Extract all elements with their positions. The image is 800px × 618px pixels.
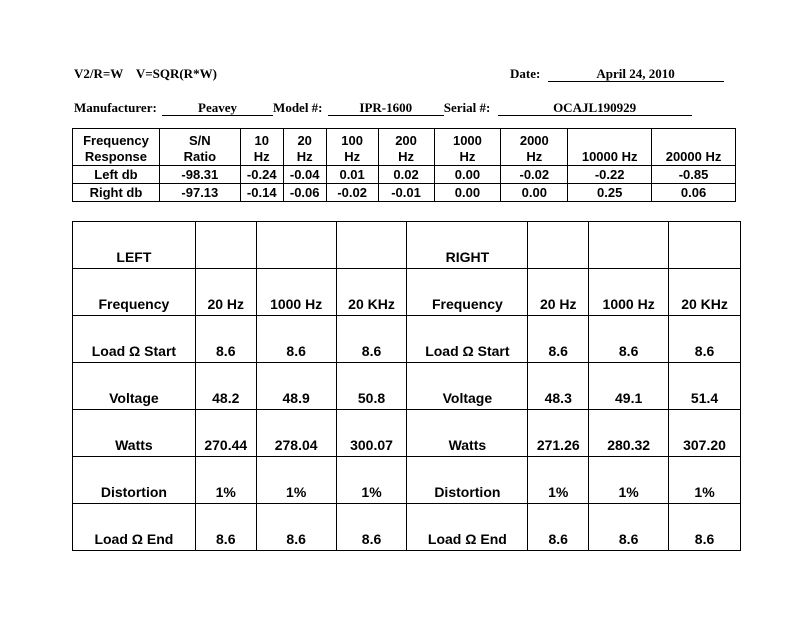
freq-value-cell: 0.00: [434, 166, 501, 184]
power-table-row: [73, 269, 741, 316]
freq-value-cell: -0.22: [568, 166, 652, 184]
power-table-row: [73, 363, 741, 410]
freq-value-cell: 0.06: [652, 184, 736, 202]
freq-data-row: [73, 166, 736, 184]
freq-header-text: [652, 133, 735, 149]
freq-value-cell: -0.85: [652, 166, 736, 184]
freq-header-text: 20: [297, 133, 312, 148]
power-row-label: Frequency: [73, 269, 196, 316]
freq-header-text: Hz: [296, 149, 313, 164]
freq-value-cell: -98.31: [159, 166, 240, 184]
power-value-cell: 8.6: [589, 504, 669, 551]
freq-header-cell: [378, 129, 434, 166]
power-value-cell: 8.6: [336, 316, 407, 363]
power-row-label: LEFT: [73, 222, 196, 269]
manufacturer-line: [74, 100, 692, 116]
power-row-label: Voltage: [407, 363, 528, 410]
freq-value-cell: -0.04: [283, 166, 326, 184]
power-value-cell: 270.44: [195, 410, 256, 457]
freq-value-cell: -0.06: [283, 184, 326, 202]
power-table-row: [73, 410, 741, 457]
power-value-cell: 1%: [589, 457, 669, 504]
freq-value-cell: -0.02: [326, 184, 378, 202]
freq-header-cell: [568, 129, 652, 166]
power-value-cell: 20 KHz: [336, 269, 407, 316]
power-value-cell: 1000 Hz: [589, 269, 669, 316]
power-value-cell: 20 Hz: [195, 269, 256, 316]
power-value-cell: 1000 Hz: [256, 269, 336, 316]
power-row-label: Load Ω End: [407, 504, 528, 551]
power-value-cell: 48.9: [256, 363, 336, 410]
power-value-cell: 8.6: [589, 316, 669, 363]
formula-text: [74, 66, 217, 82]
freq-header-text: 2000: [519, 133, 549, 148]
freq-header-text: Hz: [253, 149, 270, 164]
power-value-cell: 300.07: [336, 410, 407, 457]
power-row-label: Watts: [407, 410, 528, 457]
power-row-label: Load Ω Start: [407, 316, 528, 363]
freq-header-text: 200: [395, 133, 417, 148]
power-value-cell: 20 Hz: [528, 269, 589, 316]
serial-value: OCAJL190929: [498, 101, 692, 116]
power-table-row: [73, 457, 741, 504]
power-value-cell: [256, 222, 336, 269]
freq-header-cell: [240, 129, 283, 166]
power-row-label: Frequency: [407, 269, 528, 316]
power-value-cell: 8.6: [256, 316, 336, 363]
power-value-cell: [669, 222, 741, 269]
power-value-cell: 8.6: [195, 316, 256, 363]
power-row-label: Distortion: [73, 457, 196, 504]
freq-header-cell: [434, 129, 501, 166]
freq-row-label: Left db: [73, 166, 160, 184]
power-value-cell: 8.6: [669, 504, 741, 551]
freq-header-cell: [283, 129, 326, 166]
formulas: V2/R=W V=SQR(R*W): [74, 66, 217, 81]
power-value-cell: 1%: [528, 457, 589, 504]
power-row-label: Load Ω End: [73, 504, 196, 551]
date-value: April 24, 2010: [548, 67, 724, 82]
freq-header-cell: [159, 129, 240, 166]
freq-header-text: 10: [254, 133, 269, 148]
power-value-cell: [336, 222, 407, 269]
freq-header-text: Ratio: [183, 149, 217, 164]
freq-value-cell: 0.01: [326, 166, 378, 184]
freq-value-cell: 0.02: [378, 166, 434, 184]
power-row-label: Voltage: [73, 363, 196, 410]
freq-header-text: 1000: [452, 133, 482, 148]
manufacturer-value: Peavey: [162, 101, 273, 116]
freq-value-cell: 0.00: [434, 184, 501, 202]
power-value-cell: 20 KHz: [669, 269, 741, 316]
power-value-cell: 8.6: [336, 504, 407, 551]
power-value-cell: 1%: [669, 457, 741, 504]
freq-header-text: Response: [84, 149, 148, 164]
frequency-response-table: [72, 128, 736, 202]
power-value-cell: 48.2: [195, 363, 256, 410]
freq-value-cell: -0.24: [240, 166, 283, 184]
power-value-cell: 271.26: [528, 410, 589, 457]
freq-header-cell: [652, 129, 736, 166]
power-table-row: [73, 316, 741, 363]
power-value-cell: 50.8: [336, 363, 407, 410]
freq-value-cell: -0.01: [378, 184, 434, 202]
freq-header-row: [73, 129, 736, 166]
date-label: Date:: [510, 66, 541, 81]
serial-label: Serial #:: [443, 100, 491, 115]
power-value-cell: 278.04: [256, 410, 336, 457]
freq-value-cell: -0.14: [240, 184, 283, 202]
freq-header-text: Hz: [398, 149, 414, 164]
power-table-row: [73, 504, 741, 551]
date-field: [510, 66, 724, 82]
power-value-cell: 8.6: [256, 504, 336, 551]
freq-header-text: 10000 Hz: [581, 149, 638, 164]
freq-header-text: 100: [341, 133, 363, 148]
freq-value-cell: 0.00: [501, 184, 568, 202]
freq-header-cell: [326, 129, 378, 166]
power-row-label: Distortion: [407, 457, 528, 504]
freq-row-label: Right db: [73, 184, 160, 202]
power-value-cell: 1%: [195, 457, 256, 504]
freq-header-text: [568, 133, 651, 149]
freq-value-cell: -0.02: [501, 166, 568, 184]
power-value-cell: 1%: [256, 457, 336, 504]
power-value-cell: 8.6: [528, 316, 589, 363]
power-value-cell: 8.6: [669, 316, 741, 363]
freq-value-cell: 0.25: [568, 184, 652, 202]
manufacturer-label: Manufacturer:: [74, 100, 157, 115]
model-value: IPR-1600: [328, 101, 444, 116]
power-value-cell: [195, 222, 256, 269]
power-value-cell: [589, 222, 669, 269]
model-label: Model #:: [273, 100, 323, 115]
power-test-table: [72, 221, 741, 551]
power-value-cell: 8.6: [195, 504, 256, 551]
power-row-label: Watts: [73, 410, 196, 457]
freq-header-text: 20000 Hz: [665, 149, 722, 164]
freq-data-row: [73, 184, 736, 202]
freq-header-text: Hz: [344, 149, 361, 164]
freq-header-text: S/N: [189, 133, 211, 148]
freq-header-text: Hz: [526, 149, 543, 164]
power-row-label: RIGHT: [407, 222, 528, 269]
power-value-cell: [528, 222, 589, 269]
freq-header-cell: [73, 129, 160, 166]
freq-header-text: Frequency: [83, 133, 149, 148]
freq-header-cell: [501, 129, 568, 166]
power-table-row: [73, 222, 741, 269]
power-value-cell: 1%: [336, 457, 407, 504]
power-value-cell: 8.6: [528, 504, 589, 551]
power-value-cell: 280.32: [589, 410, 669, 457]
freq-value-cell: -97.13: [159, 184, 240, 202]
power-value-cell: 48.3: [528, 363, 589, 410]
power-row-label: Load Ω Start: [73, 316, 196, 363]
power-value-cell: 49.1: [589, 363, 669, 410]
power-value-cell: 51.4: [669, 363, 741, 410]
freq-header-text: Hz: [459, 149, 476, 164]
power-value-cell: 307.20: [669, 410, 741, 457]
